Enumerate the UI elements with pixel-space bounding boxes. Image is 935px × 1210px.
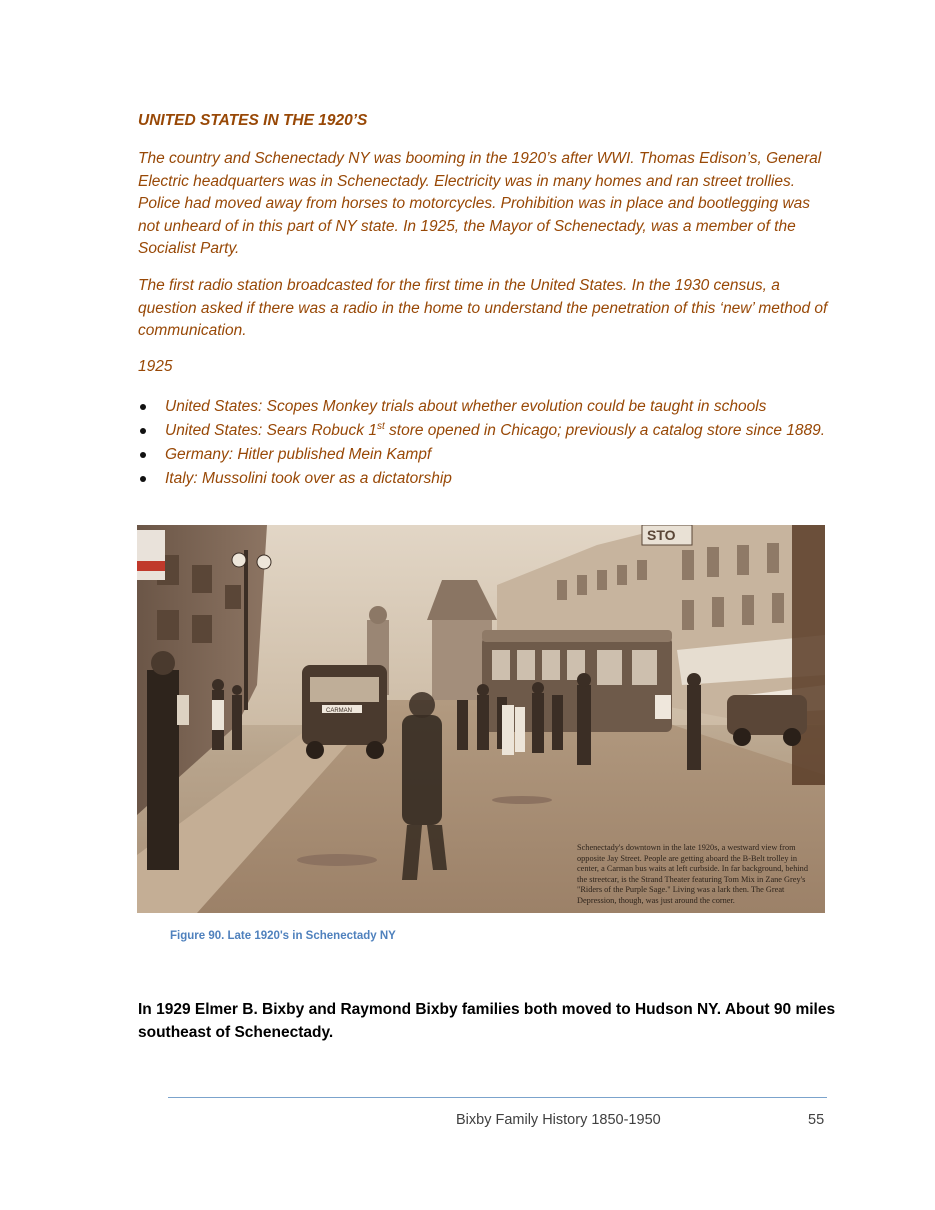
list-item <box>138 444 833 466</box>
page-number: 55 <box>808 1112 825 1128</box>
photo-caption: Schenectady's downtown in the late 1920s, a westward view from opposite Jay Street. People are getting aboard the B-Belt trolley in center, a Carman bus waits at left curbside. In far background, behind the streetcar, is the Strand Theater featuring Tom Mix in Zane Grey's "Riders of the Purple Sage." Living was a lark then. The Great Depression, though, was just around the corner. <box>577 843 808 905</box>
bullet-icon <box>140 404 146 410</box>
event-text: United States: Scopes Monkey trials about whether evolution could be taught in schools <box>165 398 767 415</box>
bullet-icon <box>140 452 146 458</box>
list-item <box>138 420 833 442</box>
figure-caption: Figure 90. Late 1920's in Schenectady NY <box>170 930 396 942</box>
closing-paragraph: In 1929 Elmer B. Bixby and Raymond Bixby families both moved to Hudson NY. About 90 miles southeast of Schenectady. <box>138 1001 836 1041</box>
street-scene-photo <box>137 525 825 913</box>
paragraph-radio: The first radio station broadcasted for the first time in the United States. In the 1930 census, a question asked if there was a radio in the home to understand the penetration of this ‘new’ method of communication. <box>138 277 828 339</box>
bullet-icon <box>140 428 146 434</box>
events-list <box>138 396 833 492</box>
store-sign: STO <box>647 527 676 543</box>
footer-title: Bixby Family History 1850-1950 <box>456 1112 661 1128</box>
year-label: 1925 <box>138 358 173 375</box>
list-item <box>138 396 833 418</box>
event-text: Italy: Mussolini took over as a dictatorship <box>165 470 452 487</box>
list-item <box>138 468 833 490</box>
footer-divider <box>168 1097 827 1098</box>
bus-sign: CARMAN <box>326 708 353 714</box>
event-text: Germany: Hitler published Mein Kampf <box>165 446 432 463</box>
section-heading: UNITED STATES IN THE 1920’S <box>138 112 368 129</box>
event-text-pre: United States: Sears Robuck 1 <box>165 422 377 439</box>
event-text-post: store opened in Chicago; previously a catalog store since 1889. <box>384 422 826 439</box>
bullet-icon <box>140 476 146 482</box>
ordinal-superscript: st <box>376 420 385 432</box>
paragraph-booming: The country and Schenectady NY was booming in the 1920’s after WWI. Thomas Edison’s, General Electric headquarters was in Schenectady. Electricity was in many homes and ran street trollies. Police had moved away from horses to motorcycles. Prohibition was in place and bootlegging was not unheard of in this part of NY state. In 1925, the Mayor of Schenectady, was a member of the Socialist Party. <box>138 150 822 257</box>
